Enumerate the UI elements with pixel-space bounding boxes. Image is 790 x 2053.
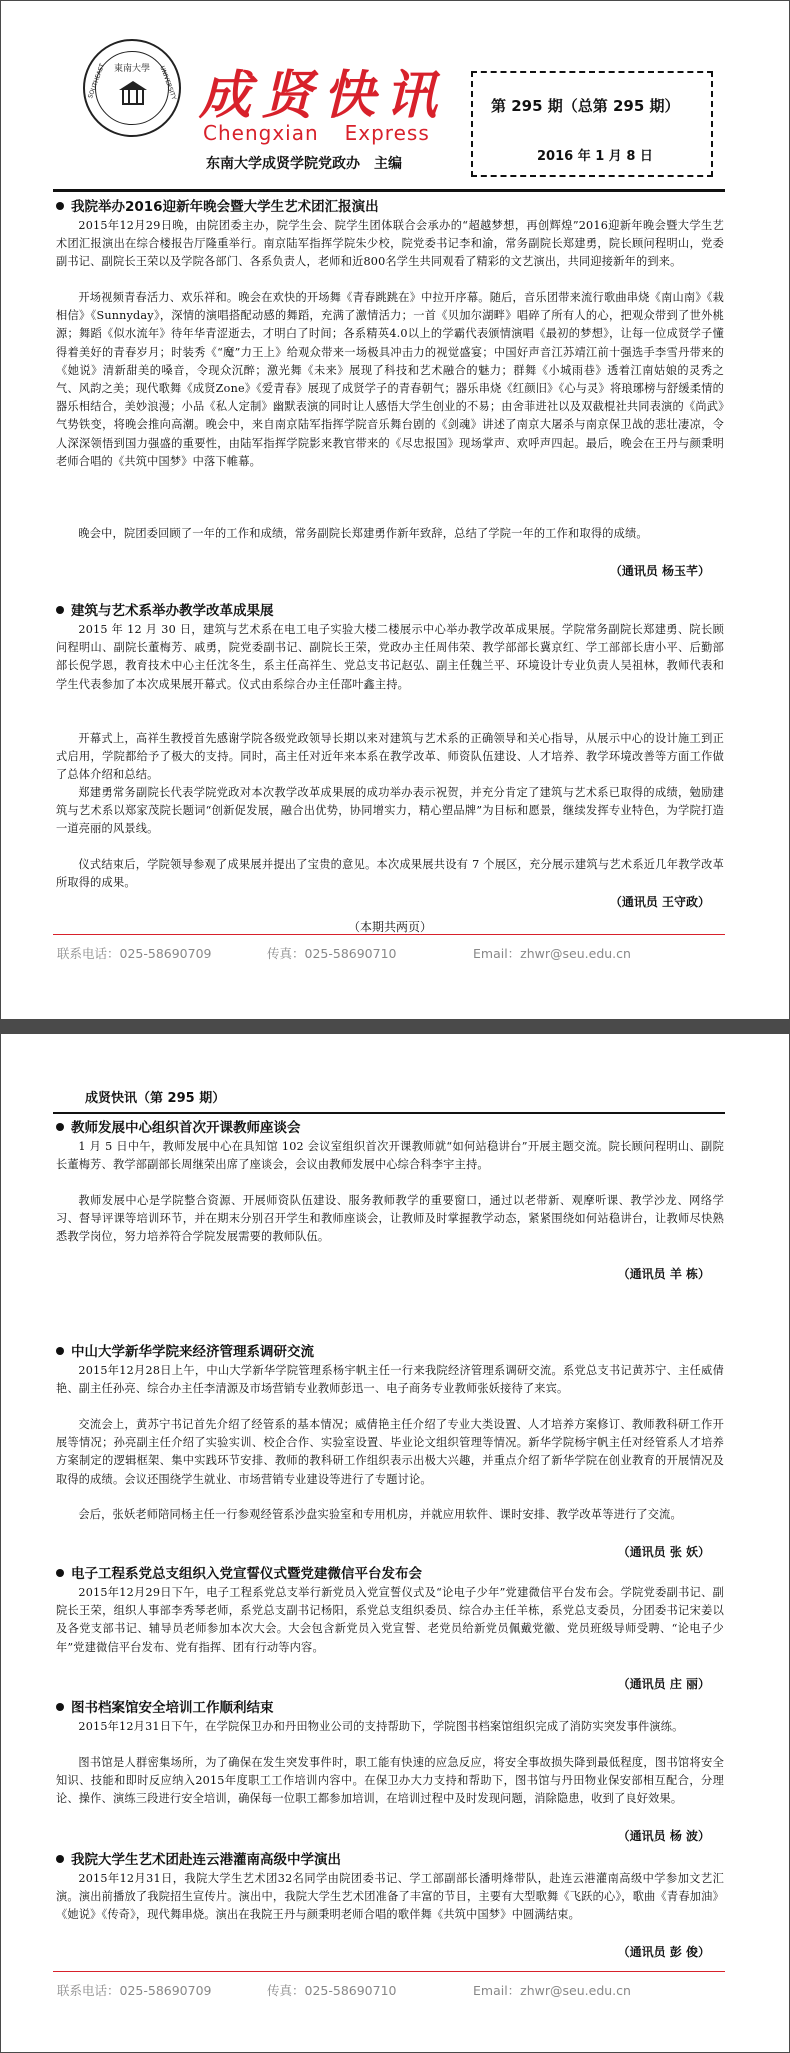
article	[56, 601, 724, 936]
page-count-note: （本期共两页）	[347, 920, 432, 934]
article-title: 教师发展中心组织首次开课教师座谈会	[56, 1118, 724, 1138]
article-paragraph: 晚会中，院团委回顾了一年的工作和成绩，常务副院长郑建勇作新年致辞，总结了学院一年的工作和取得的成绩。	[78, 527, 648, 540]
contact-phone: 联系电话：025-58690709	[57, 946, 212, 961]
newsletter-page-2	[1, 1034, 789, 2052]
newsletter-english-title	[203, 121, 430, 145]
article-paragraph: 教师发展中心是学院整合资源、开展师资队伍建设、服务教师教学的重要窗口，通过以老带新、观摩听课、教学沙龙、网络学习、督导评课等培训环节，并在期末分别召开学生和教师座谈会，让教师及时掌握教学动态，紧紧围绕如何站稳讲台，让教师尽快熟悉教学岗位，努力培养符合学院发展需要的教师队伍。	[56, 1194, 724, 1244]
english-title-word: Chengxian	[203, 121, 319, 145]
issue-info-box	[471, 71, 713, 177]
editor-organization: 东南大学成贤学院党政办 主编	[206, 156, 402, 172]
contact-footer	[57, 1981, 717, 2001]
article-paragraph: 会后，张妖老师陪同杨主任一行参观经管系沙盘实验室和专用机房，并就应用软件、课时安排、教学改革等进行了交流。	[78, 1508, 682, 1521]
bullet-icon	[56, 1569, 64, 1577]
article-paragraph: 开幕式上，高祥生教授首先感谢学院各级党政领导长期以来对建筑与艺术系的正确领导和关心指导，从展示中心的设计施工到正式启用，学院都给予了极大的支持。同时，高主任对近年来本系在教学改革、师资队伍建设、人才培养、教学环境改善等方面工作做了总体介绍和总结。	[56, 732, 724, 782]
article-byline: （通讯员 杨 波）	[617, 1829, 710, 1843]
bullet-icon	[56, 1347, 64, 1355]
english-title-word: Express	[344, 121, 430, 145]
bullet-icon	[56, 202, 64, 210]
article	[56, 197, 724, 581]
header-divider	[53, 1112, 725, 1114]
bullet-icon	[56, 1855, 64, 1863]
issue-number: 第 295 期（总第 295 期）	[491, 97, 680, 115]
article-title: 图书档案馆安全培训工作顺利结束	[56, 1698, 724, 1718]
seal-side-left: SOUTHEAST	[87, 62, 107, 100]
running-header: 成贤快讯（第 295 期）	[85, 1091, 226, 1106]
article	[56, 1698, 724, 1846]
article-title: 电子工程系党总支组织入党宣誓仪式暨党建微信平台发布会	[56, 1564, 724, 1584]
bullet-icon	[56, 606, 64, 614]
contact-fax: 传真：025-58690710	[267, 946, 397, 961]
article-paragraph: 2015 年 12 月 30 日，建筑与艺术系在电工电子实验大楼二楼展示中心举办教学改革成果展。学院常务副院长郑建勇、院长顾问程明山、副院长董梅芳、戚勇，院党委副书记、副院长王荣，党政办主任周伟荣、教学部部长冀京红、学工部部长唐小平、后勤部部长倪学恩，教育技术中心主任沈冬生，系主任高祥生、党总支书记赵弘、副主任魏兰平、环境设计专业负责人吴祖林，教师代表和学生代表参加了本次成果展开幕式。仪式由系综合办主任邵叶鑫主持。	[56, 623, 724, 691]
article-paragraph: 2015年12月29日下午，电子工程系党总支举行新党员入党宣誓仪式及“论电子少年”党建微信平台发布会。学院党委副书记、副院长王荣，组织人事部李秀琴老师，系党总支副书记杨阳，系党总支组织委员、综合办主任羊栋，系党总支委员，分团委书记宋姜以及各党支部书记、辅导员老师参加本次大会。大会包含新党员入党宣誓、老党员给新党员佩戴党徽、党员班级导师受聘、“论电子少年”党建微信平台发布、党有指挥、团有行动等内容。	[56, 1586, 724, 1654]
article-byline: （通讯员 彭 俊）	[617, 1945, 710, 1959]
contact-phone: 联系电话：025-58690709	[57, 1983, 212, 1998]
auditorium-icon	[119, 81, 147, 107]
contact-fax: 传真：025-58690710	[267, 1983, 397, 1998]
university-seal-logo	[83, 39, 181, 137]
footer-divider	[53, 934, 725, 935]
article	[56, 1850, 724, 1962]
contact-email: Email：zhwr@seu.edu.cn	[473, 1983, 631, 1998]
article-title: 建筑与艺术系举办教学改革成果展	[56, 601, 724, 621]
seal-text: 東南大學	[113, 64, 150, 74]
article-paragraph: 郑建勇常务副院长代表学院党政对本次教学改革成果展的成功举办表示祝贺，并充分肯定了建筑与艺术系已取得的成绩，勉励建筑与艺术系以郑家茂院长题词“创新促发展，融合出优势，协同增实力，精心塑品牌”为目标和愿景，继续发挥专业特色，为学院打造一道亮丽的风景线。	[56, 786, 724, 836]
article-paragraph: 仪式结束后，学院领导参观了成果展并提出了宝贵的意见。本次成果展共设有 7 个展区，充分展示建筑与艺术系近几年教学改革所取得的成果。	[56, 858, 724, 890]
article-paragraph: 1 月 5 日中午，教师发展中心在具知馆 102 会议室组织首次开课教师就“如何站稳讲台”开展主题交流。院长顾问程明山、副院长董梅芳、教学部副部长周继荣出席了座谈会，会议由教师发展中心综合科李宇主持。	[56, 1140, 724, 1172]
masthead-divider	[53, 189, 725, 192]
footer-divider	[53, 1971, 725, 1972]
article	[56, 1342, 724, 1562]
article-byline: （通讯员 张 妖）	[617, 1545, 710, 1559]
article-paragraph: 2015年12月31日，我院大学生艺术团32名同学由院团委书记、学工部副部长潘明烽带队，赴连云港灌南高级中学参加文艺汇演。演出前播放了我院招生宣传片。演出中，我院大学生艺术团准备了丰富的节目，主要有大型歌舞《飞跃的心》，歌曲《青春加油》《她说》《传奇》，现代舞串烧。演出在我院王丹与颜秉明老师合唱的歌伴舞《共筑中国梦》中圆满结束。	[56, 1872, 724, 1922]
article-byline: （通讯员 羊 栋）	[617, 1267, 710, 1281]
article	[56, 1564, 724, 1694]
article	[56, 1118, 724, 1284]
article-byline: （通讯员 杨玉芊）	[609, 564, 710, 578]
contact-footer	[57, 944, 717, 964]
article-title: 我院举办2016迎新年晚会暨大学生艺术团汇报演出	[56, 197, 724, 217]
issue-date: 2016 年 1 月 8 日	[537, 149, 653, 164]
bullet-icon	[56, 1703, 64, 1711]
newsletter-page-1	[1, 1, 789, 1019]
seal-side-right: UNIVERSITY	[158, 65, 178, 101]
article-byline: （通讯员 王守政）	[609, 895, 710, 909]
newsletter-title: 成贤快讯	[199, 65, 448, 126]
article-paragraph: 开场视频青春活力、欢乐祥和。晚会在欢快的开场舞《青春跳跳在》中拉开序幕。随后，音乐团带来流行歌曲串烧《南山南》《栽相信》《Sunnyday》，深情的演唱搭配动感的舞蹈，充满了激情活力；一首《贝加尔湖畔》唱碎了所有人的心，把观众带到了世外桃源；舞蹈《似水流年》待年华青涩逝去，才明白了时间；各系精英4.0以上的学霸代表颁情演唱《最初的梦想》，让每一位成贤学子懂得着美好的青春岁月；时装秀《“魔”力王上》给观众带来一场极具冲击力的视觉盛宴；中国好声音江苏靖江前十强选手李雪丹带来的《她说》清新甜美的嗓音，令现众沉醉；激光舞《未来》展现了科技和艺术融合的魅力；群舞《小城雨巷》透着江南姑娘的灵秀之气、风韵之美；现代歌舞《成贤Zone》《爱青春》展现了成贤学子的青春朝气；器乐串烧《红颜旧》《心与灵》将琅琊榜与舒缓柔情的器乐相结合，美妙浪漫；小品《私人定制》幽默表演的同时让人感悟大学生创业的不易；由舍菲进社以及双截棍社共同表演的《尚武》气势铁变，将晚会推向高潮。晚会中，来自南京陆军指挥学院音乐舞台剧的《剑魂》讲述了南京大屠杀与南京保卫战的悲壮凄凉，令人深深领悟到国力强盛的重要性，由陆军指挥学院影来教官带来的《尽忠报国》现场掌声、欢呼声四起。最后，晚会在王丹与颜秉明老师合唱的《共筑中国梦》中落下帷幕。	[56, 291, 724, 468]
contact-email: Email：zhwr@seu.edu.cn	[473, 946, 631, 961]
article-paragraph: 2015年12月29日晚，由院团委主办，院学生会、院学生团体联合会承办的“超越梦想，再创辉煌”2016迎新年晚会暨大学生艺术团汇报演出在综合楼报告厅隆重举行。南京陆军指挥学院朱少校，院党委书记李和渝，常务副院长郑建勇，院长顾问程明山，党委副书记、副院长王荣以及学院各部门、各系负责人，老师和近800名学生共同观看了精彩的文艺演出，共同迎接新年的到来。	[56, 219, 724, 269]
article-paragraph: 2015年12月31日下午，在学院保卫办和丹田物业公司的支持帮助下，学院图书档案馆组织完成了消防实突发事件演练。	[78, 1720, 684, 1733]
bullet-icon	[56, 1123, 64, 1131]
article-paragraph: 2015年12月28日上午，中山大学新华学院管理系杨宇帆主任一行来我院经济管理系调研交流。系党总支书记黄苏宁、主任威倩艳、副主任孙亮、综合办主任李清源及市场营销专业教师彭迅一、电子商务专业教师张妖接待了来宾。	[56, 1364, 724, 1396]
article-paragraph: 图书馆是人群密集场所，为了确保在发生突发事件时，职工能有快速的应急反应，将安全事故损失降到最低程度，图书馆将安全知识、技能和即时反应纳入2015年度职工工作培训内容中。在保卫办大力支持和帮助下，图书馆与丹田物业保安部相互配合，分理论、操作、演练三段进行安全培训，确保每一位职工都参加培训，在培训过程中及时发现问题，消除隐患，收到了良好效果。	[56, 1756, 724, 1806]
article-title: 我院大学生艺术团赴连云港灌南高级中学演出	[56, 1850, 724, 1870]
article-paragraph: 交流会上，黄苏宁书记首先介绍了经管系的基本情况；威倩艳主任介绍了专业大类设置、人才培养方案修订、教师教科研工作开展等情况；孙亮副主任介绍了实验实训、校企合作、实验室设置、毕业论文组织管理等情况。新华学院杨宇帆主任对经管系人才培养方案制定的逻辑框架、集中实践环节安排、教师的教科研工作组织表示出极大兴趣，并重点介绍了新华学院在创业教育的开展情况及取得的成绩。会议还围绕学生就业、市场营销专业建设等进行了专题讨论。	[56, 1418, 724, 1486]
article-byline: （通讯员 庄 丽）	[617, 1677, 710, 1691]
article-title: 中山大学新华学院来经济管理系调研交流	[56, 1342, 724, 1362]
